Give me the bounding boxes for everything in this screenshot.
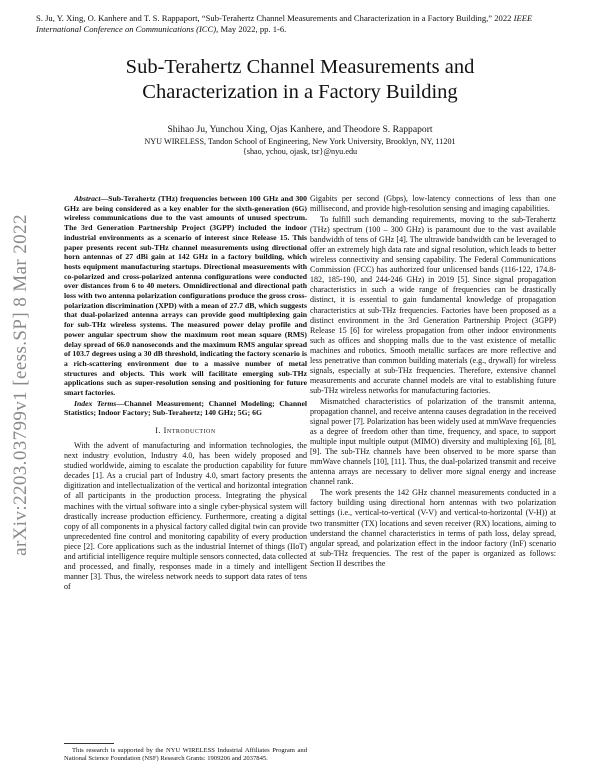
author-list: Shihao Ju, Yunchou Xing, Ojas Kanhere, and Theodore S. Rappaport — [167, 124, 433, 135]
citation-venue: IEEE International Conference on Communications (ICC) — [36, 13, 533, 34]
index-terms-label: Index Terms — [74, 398, 117, 408]
paragraph-work-overview: The work presents the 142 GHz channel measurements conducted in a factory building using directional horn antennas with two polarization settings (i.e., vertical-to-vertical (V-V) and vertical-to-horizontal (V-H)) at two transmitter (TX) locations and seven receiver (RX) locations, aiming to understand the channel characteristics in terms of path loss, delay spread, angular spread, and polarization effect in the indoor factory (InF) scenario at sub-THz frequencies. The rest of the paper is organized as follows: Section II describes the — [310, 488, 556, 568]
intro-paragraph: With the advent of manufacturing and information technologies, the next industry evolution, Industry 4.0, has been widely proposed and studied worldwide, aiming to escalate the production capability for future decades [1]. As a crucial part of Industry 4.0, smart factory presents the digitization and intellectualization of the vertical and horizontal integration of all participants in the production process. Integrating the physical machines with the virtual software into a single cyber-physical system will drastically increase production efficiency. Furthermore, creating a digital copy of all components in a physical factory called digital twin can provide unprecedented fine control and monitoring capability of every production piece [2]. Core applications such as the industrial Internet of things (IIoT) and artificial intelligence require multiple sensors connected, data collected and processed, and finally, responses made in a timely and intelligent manner [3]. Thus, the wireless network needs to support data rates of tens of — [64, 441, 307, 591]
footnote-text: This research is supported by the NYU WIRELESS Industrial Affiliates Program and National Science Foundation (NSF) Research Grants: 1909206 and 2037845. — [64, 747, 307, 762]
affiliation — [60, 137, 540, 157]
affiliation-line: NYU WIRELESS, Tandon School of Engineering, New York University, Brooklyn, NY, 11201 — [144, 137, 456, 146]
abstract-label: Abstract — [74, 194, 101, 203]
arxiv-identifier: arXiv:2203.03799v1 [eess.SP] 8 Mar 2022 — [10, 214, 31, 556]
citation-suffix: , May 2022, pp. 1-6. — [216, 24, 287, 34]
citation-prefix: S. Ju, Y. Xing, O. Kanhere and T. S. Rappaport, “Sub-Terahertz Channel Measurements and Characterization in a Factory Building,” 2022 — [36, 13, 514, 23]
paper-title: Sub-Terahertz Channel Measurements and Characterization in a Factory Building — [125, 56, 475, 103]
section-title: Introduction — [163, 426, 216, 436]
paragraph-polarization: Mismatched characteristics of polarization of the transmit antenna, propagation channel, and receive antenna causes degradation in the received signal power [7]. Polarization has been widely used at mmWave frequencies as a degree of freedom other than time, frequency, and space, to support multiple input multiple output (MIMO) diversity and multiplexing [6], [8], [9]. The sub-THz channels have been observed to be more sparse than mmWave channels [10], [11]. Thus, the dual-polarized transmit and receive antenna arrays are necessary to deliver more signal energy and increase channel rank. — [310, 396, 556, 487]
author-emails: {shao, ychou, ojask, tsr}@nyu.edu — [242, 147, 358, 156]
footnote — [64, 743, 307, 763]
left-column — [64, 194, 307, 592]
right-column — [310, 194, 556, 569]
section-heading — [64, 426, 307, 436]
arxiv-stamp — [8, 215, 34, 555]
abstract-text: —Sub-Terahertz (THz) frequencies between 100 GHz and 300 GHz are being considered as a key enabler for the sixth-generation (6G) wireless communications due to the vast amounts of unused spectrum. The 3rd Generation Partnership Project (3GPP) included the indoor industrial environments as a scenario of interest since Release 15. This paper presents recent sub-THz channel measurements using directional horn antennas of 27 dBi gain at 142 GHz in a factory building, which hosts equipment manufacturing startups. Directional measurements with co-polarized and cross-polarized antenna configurations were conducted over distances from 6 to 40 meters. Omnidirectional and directional path loss with two antenna polarization configurations produce the gross cross-polarization discrimination (XPD) with a mean of 27.7 dB, which suggests that dual-polarized antenna arrays can provide good multiplexing gain for sub-THz wireless systems. The measured power delay profile and power angular spectrum show the maximum root mean square (RMS) delay spread of 66.0 nanoseconds and the maximum RMS angular spread of 103.7 degrees using a 30 dB threshold, indicating the factory scenario is a rich-scattering environment due to a massive number of metal structures and objects. This work will facilitate emerging sub-THz applications such as super-resolution sensing and positioning for future smart factories. — [64, 194, 307, 398]
index-terms — [64, 399, 307, 418]
index-terms-text: —Channel Measurement; Channel Modeling; Channel Statistics; Indoor Factory; Sub-Terahertz; 140 GHz; 5G; 6G — [64, 398, 307, 418]
continued-paragraph: Gigabits per second (Gbps), low-latency connections of less than one millisecond, and provide high-resolution sensing and imaging capabilities. — [310, 194, 556, 214]
paragraph-sub-thz: To fulfill such demanding requirements, moving to the sub-Terahertz (THz) spectrum (100 – 300 GHz) is paramount due to the vast available bandwidth of tens of GHz [4]. The ultrawide bandwidth can be leveraged to offer an extremely high data rate and signal resolution, which leads to better wireless connectivity and sensing capability. The Federal Communications Commission (FCC) has authorized four unlicensed bands (116-122, 174.8-182, 185-190, and 244-246 GHz) in 2019 [5]. Since signal propagation characteristics in such a wide range of frequencies can be drastically distinct, it is essential to gain fundamental knowledge of propagation characteristics at sub-THz frequencies. Factories have been proposed as a distinct environment in the 3rd Generation Partnership Project (3GPP) Release 15 [6] for wireless propagation from other indoor environments such as offices and shopping malls due to the vast existence of metallic machines and robotics. Smooth metallic surfaces are more reflective and less penetrative than common building materials (e.g., drywall) for wireless signals, especially at sub-THz frequencies. Therefore, extensive channel measurements and accurate channel models are vital to establishing future sub-THz wireless networks for manufacturing factories. — [310, 215, 556, 395]
section-numeral: I. — [155, 426, 164, 436]
citation-header — [36, 13, 570, 35]
footnote-rule — [64, 743, 114, 744]
abstract — [64, 194, 307, 398]
